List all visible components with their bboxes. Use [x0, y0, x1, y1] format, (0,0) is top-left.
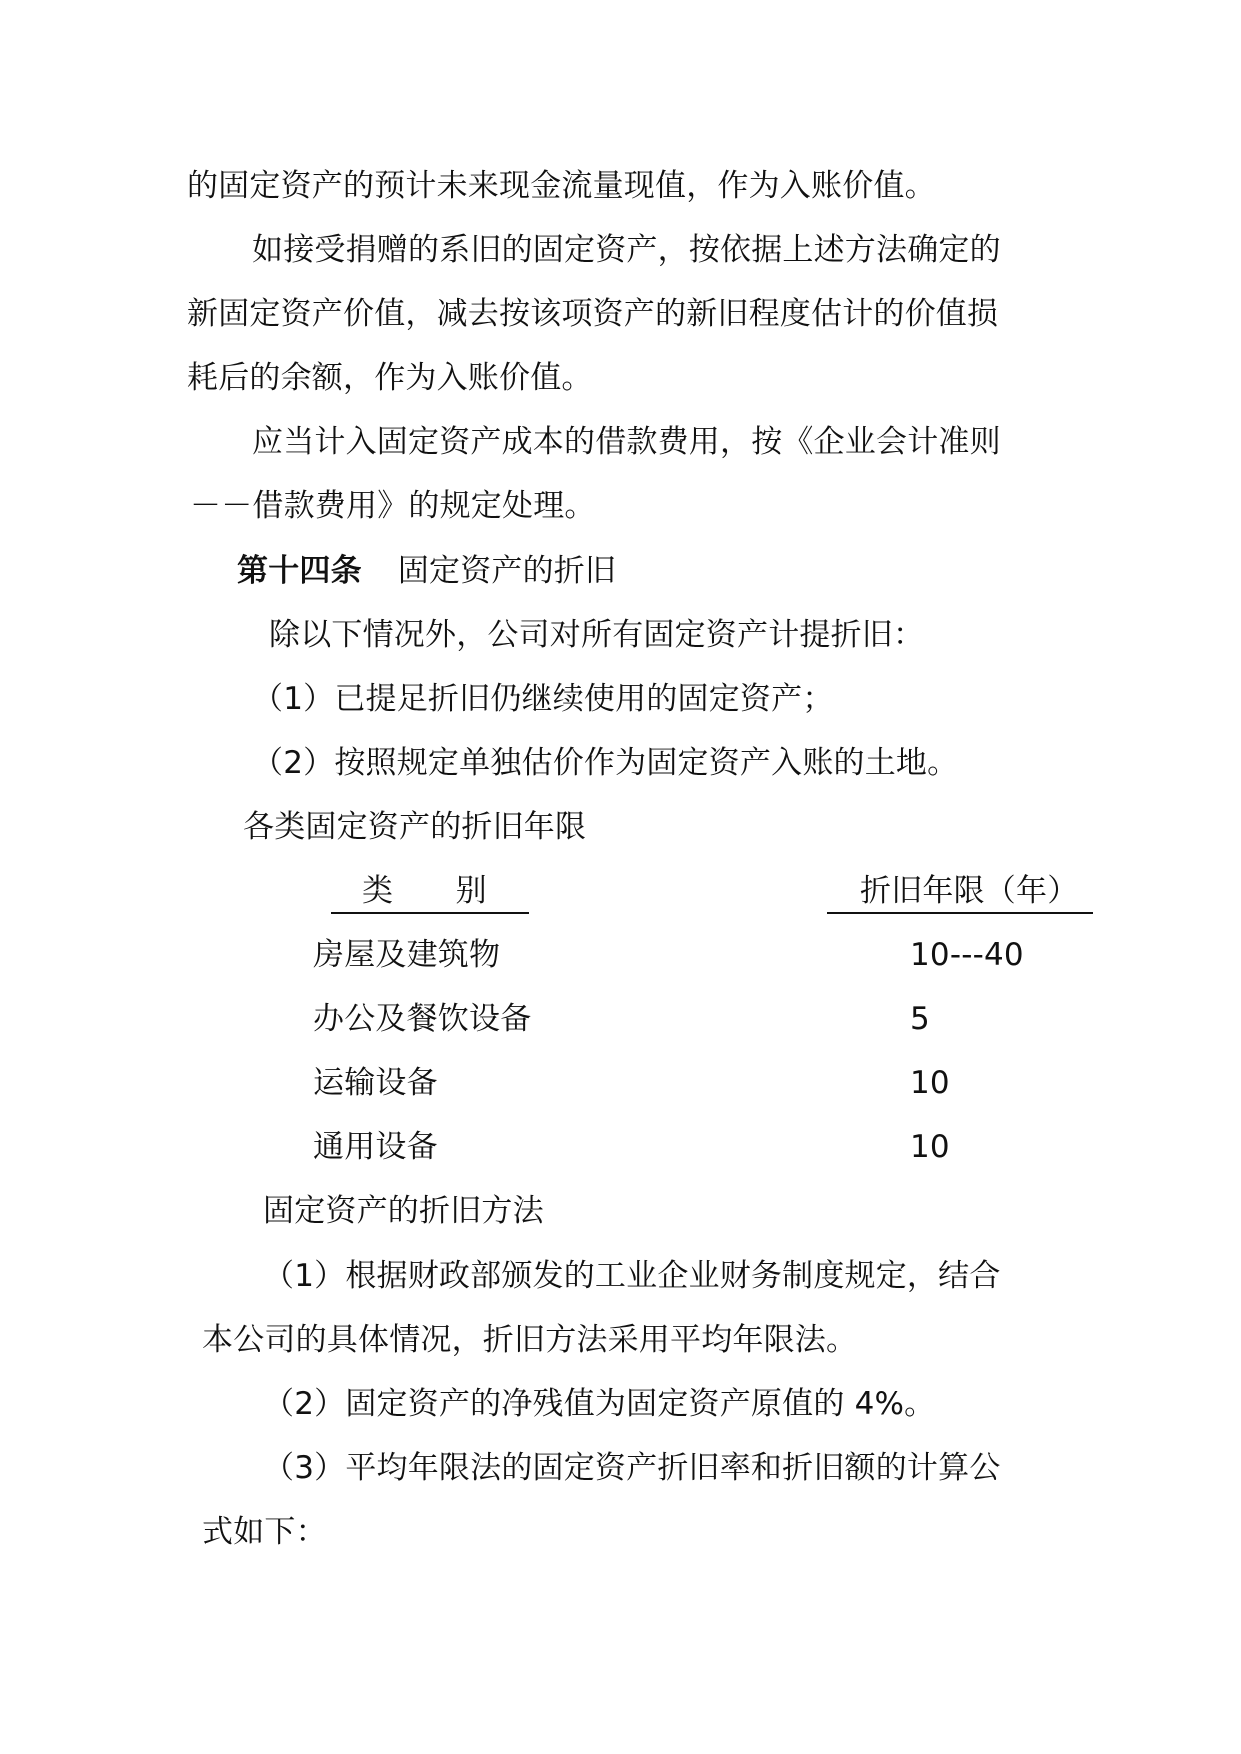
article-number: 第十四条: [237, 553, 362, 589]
paragraph-line: 的固定资产的预计未来现金流量现值，作为入账价值。: [187, 168, 936, 204]
exclusion-item-1: （1）已提足折旧仍继续使用的固定资产；: [252, 681, 834, 717]
article-title: 固定资产的折旧: [397, 553, 617, 589]
methods-heading: 固定资产的折旧方法: [263, 1193, 544, 1229]
article-heading: [237, 551, 616, 591]
table-caption: 各类固定资产的折旧年限: [243, 809, 587, 845]
table-cell-category: 办公及餐饮设备: [313, 1001, 532, 1037]
method-line: 式如下：: [202, 1514, 327, 1550]
paragraph-line: 耗后的余额，作为入账价值。: [187, 360, 593, 396]
table-cell-years: 10: [910, 1129, 950, 1165]
header-underline: [827, 912, 1093, 914]
table-cell-years: 10: [910, 1065, 950, 1101]
table-cell-category: 通用设备: [313, 1129, 438, 1165]
table-cell-years: 10---40: [910, 937, 1024, 973]
table-cell-years: 5: [910, 1001, 930, 1037]
table-header-years: 折旧年限（年）: [860, 873, 1079, 909]
method-line: （2）固定资产的净残值为固定资产原值的 4%。: [263, 1386, 936, 1422]
header-underline: [331, 912, 529, 914]
table-cell-category: 运输设备: [313, 1065, 438, 1101]
paragraph-line: －－借款费用》的规定处理。: [190, 488, 596, 524]
paragraph-line: 如接受捐赠的系旧的固定资产，按依据上述方法确定的: [252, 232, 1001, 268]
method-line: （1）根据财政部颁发的工业企业财务制度规定，结合: [263, 1258, 1001, 1294]
paragraph-line: 应当计入固定资产成本的借款费用，按《企业会计准则: [252, 424, 1001, 460]
method-line: （3）平均年限法的固定资产折旧率和折旧额的计算公: [263, 1450, 1001, 1486]
table-cell-category: 房屋及建筑物: [313, 937, 501, 973]
exclusion-item-2: （2）按照规定单独估价作为固定资产入账的土地。: [252, 745, 959, 781]
depreciation-intro: 除以下情况外，公司对所有固定资产计提折旧：: [269, 617, 925, 653]
table-header-category: 类 别: [362, 873, 487, 909]
method-line: 本公司的具体情况，折旧方法采用平均年限法。: [202, 1322, 858, 1358]
paragraph-line: 新固定资产价值，减去按该项资产的新旧程度估计的价值损: [187, 296, 999, 332]
